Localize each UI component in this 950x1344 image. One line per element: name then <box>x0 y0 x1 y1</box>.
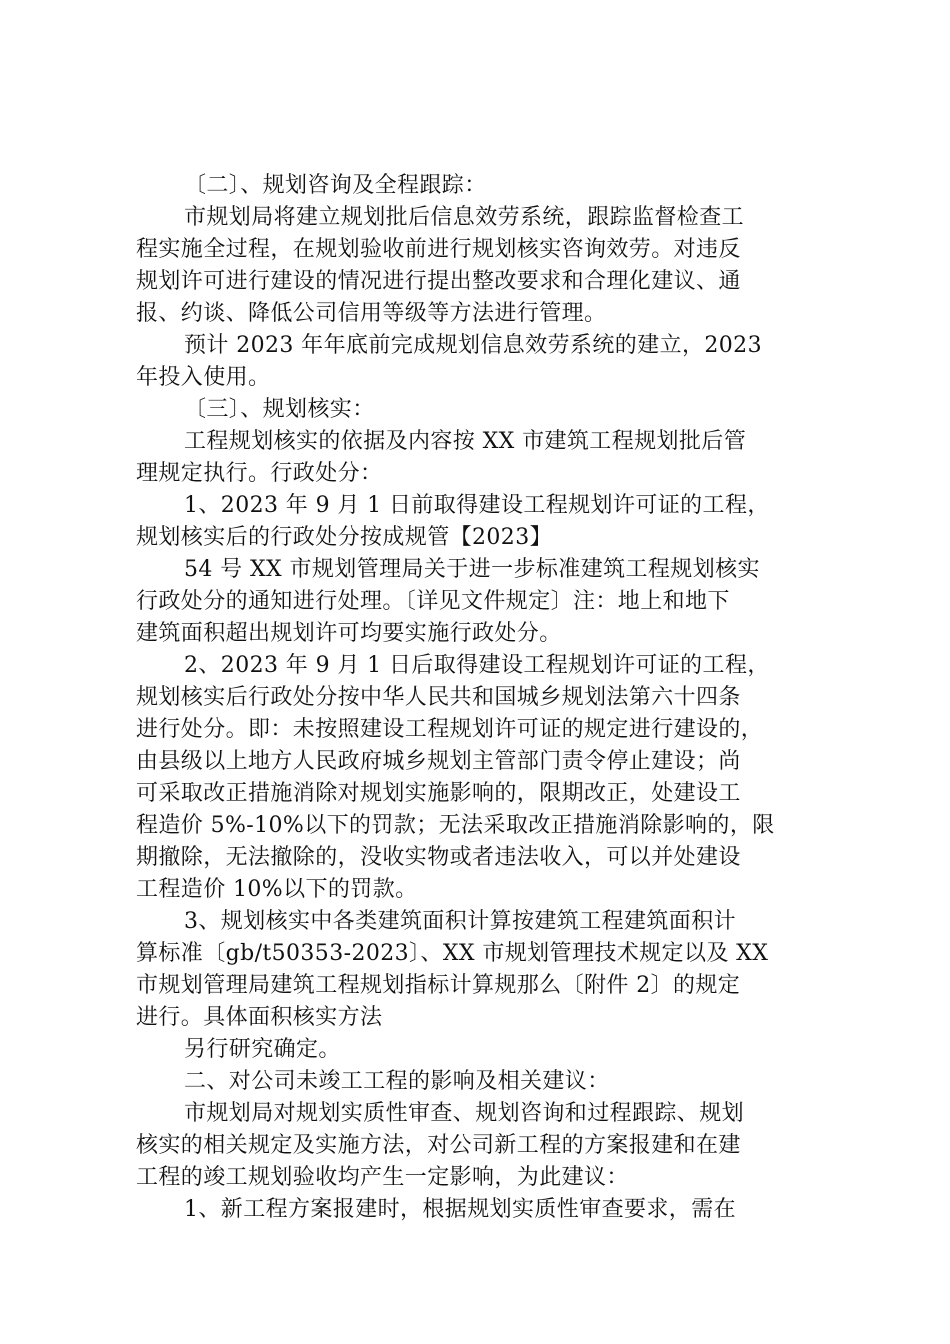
text-line: 建筑面积超出规划许可均要实施行政处分。 <box>136 621 562 646</box>
text-line: 1、新工程方案报建时，根据规划实质性审查要求，需在 <box>184 1197 736 1222</box>
text-line: 算标准〔gb/t50353-2023〕、XX 市规划管理技术规定以及 XX <box>136 941 769 966</box>
text-line: 预计 2023 年年底前完成规划信息效劳系统的建立，2023 <box>184 333 762 358</box>
section-heading-3: 〔三〕、规划核实： <box>184 397 375 422</box>
text-line: 3、规划核实中各类建筑面积计算按建筑工程建筑面积计 <box>184 909 736 934</box>
text-line: 程造价 5%-10%以下的罚款；无法采取改正措施消除影响的，限 <box>136 813 775 838</box>
text-line: 报、约谈、降低公司信用等级等方法进行管理。 <box>136 301 607 326</box>
text-line: 由县级以上地方人民政府城乡规划主管部门责令停止建设；尚 <box>136 749 741 774</box>
text-line: 54 号 XX 市规划管理局关于进一步标准建筑工程规划核实 <box>184 557 760 582</box>
text-line: 市规划管理局建筑工程规划指标计算规那么〔附件 2〕的规定 <box>136 973 741 998</box>
text-line: 工程造价 10%以下的罚款。 <box>136 877 418 902</box>
text-line: 期撤除，无法撤除的，没收实物或者违法收入，可以并处建设 <box>136 845 741 870</box>
text-line: 工程的竣工规划验收均产生一定影响，为此建议： <box>136 1165 629 1190</box>
text-line: 规划核实后行政处分按中华人民共和国城乡规划法第六十四条 <box>136 685 741 710</box>
text-line: 程实施全过程，在规划验收前进行规划核实咨询效劳。对违反 <box>136 237 741 262</box>
text-line: 进行。具体面积核实方法 <box>136 1005 383 1030</box>
section-heading-two: 二、对公司未竣工工程的影响及相关建议： <box>184 1069 610 1094</box>
section-heading-2: 〔二〕、规划咨询及全程跟踪： <box>184 173 487 198</box>
text-line: 进行处分。即：未按照建设工程规划许可证的规定进行建设的， <box>136 717 764 742</box>
text-line: 市规划局对规划实质性审查、规划咨询和过程跟踪、规划 <box>184 1101 745 1126</box>
text-line: 市规划局将建立规划批后信息效劳系统，跟踪监督检查工 <box>184 205 745 230</box>
text-line: 1、2023 年 9 月 1 日前取得建设工程规划许可证的工程， <box>184 493 770 518</box>
text-line: 工程规划核实的依据及内容按 XX 市建筑工程规划批后管 <box>184 429 747 454</box>
text-line: 规划许可进行建设的情况进行提出整改要求和合理化建议、通 <box>136 269 741 294</box>
text-line: 理规定执行。行政处分： <box>136 461 383 486</box>
text-line: 核实的相关规定及实施方法，对公司新工程的方案报建和在建 <box>136 1133 741 1158</box>
text-line: 2、2023 年 9 月 1 日后取得建设工程规划许可证的工程， <box>184 653 770 678</box>
text-line: 规划核实后的行政处分按成规管【2023】 <box>136 525 552 550</box>
text-line: 行政处分的通知进行处理。〔详见文件规定〕注：地上和地下 <box>136 589 730 614</box>
text-line: 年投入使用。 <box>136 365 271 390</box>
text-line: 可采取改正措施消除对规划实施影响的，限期改正，处建设工 <box>136 781 741 806</box>
text-line: 另行研究确定。 <box>184 1037 341 1062</box>
